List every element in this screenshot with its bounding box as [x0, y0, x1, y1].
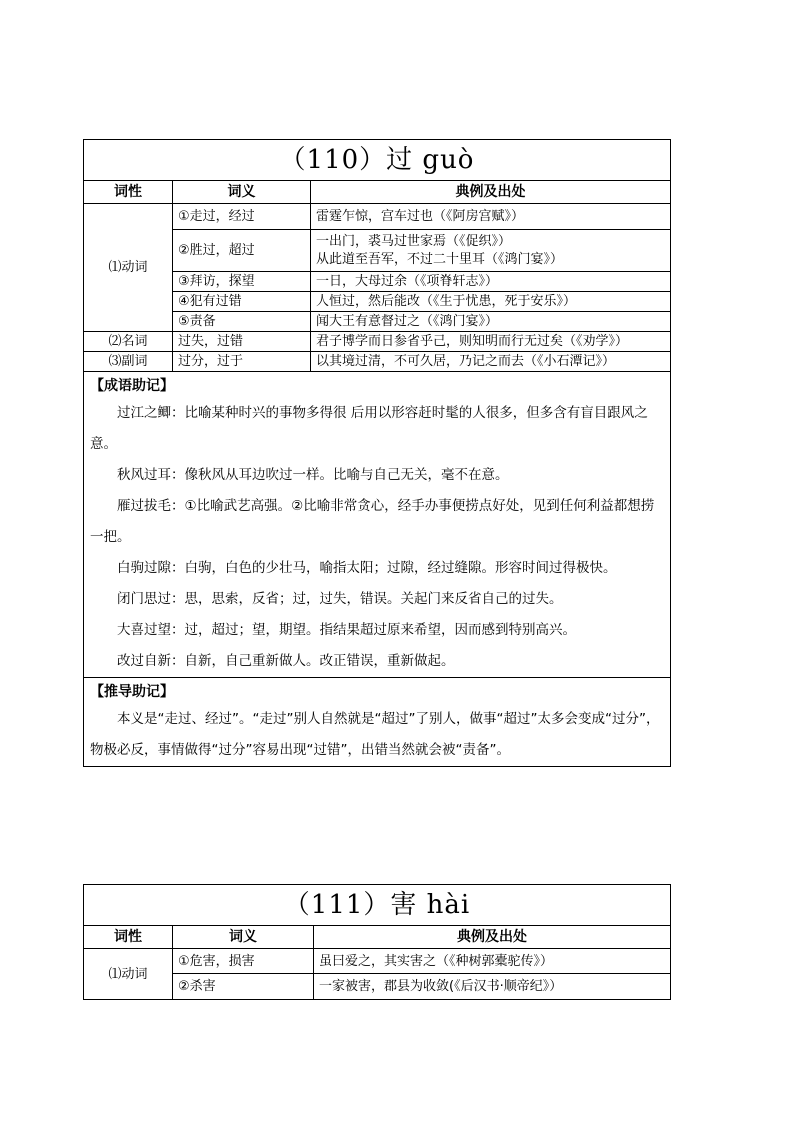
- pos-cell: ⑵名词: [84, 332, 173, 352]
- meaning-cell: ③拜访，探望: [173, 272, 311, 292]
- table-row: [84, 949, 671, 974]
- example-cell: 一日，大母过余（《项脊轩志》）: [311, 272, 671, 292]
- example-cell: 一家被害，郡县为收敛(《后汉书·顺帝纪》）: [314, 974, 671, 1000]
- table-row: [84, 352, 671, 372]
- entry-111-table: [83, 884, 671, 1000]
- meaning-cell: ⑤责备: [173, 312, 311, 332]
- idiom-item: 雁过拔毛：①比喻武艺高强。②比喻非常贪心，经手办事便捞点好处，见到任何利益都想捞一把。: [90, 498, 655, 545]
- table-row: [84, 292, 671, 312]
- table-row: [84, 974, 671, 1000]
- header-pos: 词性: [84, 181, 173, 204]
- meaning-cell: 过分，过于: [173, 352, 311, 372]
- entry-110: [83, 139, 670, 767]
- idiom-item: 改过自新：自新，自己重新做人。改正错误，重新做起。: [117, 653, 455, 669]
- header-meaning: 词义: [173, 926, 314, 949]
- meaning-cell: ④犯有过错: [173, 292, 311, 312]
- meaning-cell: ①走过，经过: [173, 204, 311, 230]
- idiom-item: 白驹过隙：白驹，白色的少壮马，喻指太阳；过隙，经过缝隙。形容时间过得极快。: [117, 560, 617, 576]
- example-line: 一出门，裘马过世家焉（《促织》）: [316, 233, 512, 249]
- idiom-item: 闭门思过：思，思索，反省；过，过失，错误。关起门来反省自己的过失。: [117, 591, 563, 607]
- idiom-heading: 【成语助记】: [90, 378, 174, 394]
- table-row: [84, 230, 671, 272]
- idiom-notes: [84, 372, 671, 678]
- example-line: 从此道至吾军，不过二十里耳（《鸿门宴》）: [316, 251, 564, 267]
- header-example: 典例及出处: [311, 181, 671, 204]
- example-cell: 虽曰爱之，其实害之（《种树郭橐驼传》）: [314, 949, 671, 974]
- table-row: [84, 332, 671, 352]
- example-cell: 人恒过，然后能改（《生于忧患，死于安乐》）: [311, 292, 671, 312]
- meaning-cell: 过失，过错: [173, 332, 311, 352]
- entry-111: [83, 884, 670, 1000]
- meaning-cell: ②胜过，超过: [173, 230, 311, 272]
- entry-110-table: [83, 139, 671, 767]
- example-cell: 以其境过清，不可久居，乃记之而去（《小石潭记》）: [311, 352, 671, 372]
- idiom-item: 大喜过望：过，超过；望，期望。指结果超过原来希望，因而感到特别高兴。: [117, 622, 576, 638]
- table-row: [84, 272, 671, 292]
- meaning-cell: ②杀害: [173, 974, 314, 1000]
- header-pos: 词性: [84, 926, 173, 949]
- header-meaning: 词义: [173, 181, 311, 204]
- example-cell: 君子博学而日参省乎己，则知明而行无过矣（《劝学》）: [311, 332, 671, 352]
- entry-title: （110）过 guò: [84, 140, 671, 181]
- example-cell: [311, 230, 671, 272]
- derivation-text: 本义是“走过、经过”。“走过”别人自然就是“超过”了别人，做事“超过”太多会变成“过分”，物极必反，事情做得“过分”容易出现“过错”，出错当然就会被“责备”。: [90, 711, 660, 758]
- derivation-notes: [84, 678, 671, 767]
- pos-cell: ⑶副词: [84, 352, 173, 372]
- pos-cell: ⑴动词: [84, 204, 173, 332]
- table-row: [84, 312, 671, 332]
- entry-title: （111）害 hài: [84, 885, 671, 926]
- idiom-item: 过江之鲫：比喻某种时兴的事物多得很 后用以形容赶时髦的人很多，但多含有盲目跟风之意。: [90, 405, 648, 452]
- example-cell: 雷霆乍惊，宫车过也（《阿房宫赋》）: [311, 204, 671, 230]
- meaning-cell: ①危害，损害: [173, 949, 314, 974]
- header-example: 典例及出处: [314, 926, 671, 949]
- example-cell: 闻大王有意督过之（《鸿门宴》）: [311, 312, 671, 332]
- derivation-heading: 【推导助记】: [90, 684, 174, 700]
- pos-cell: ⑴动词: [84, 949, 173, 1000]
- idiom-item: 秋风过耳：像秋风从耳边吹过一样。比喻与自己无关，毫不在意。: [117, 467, 509, 483]
- table-row: [84, 204, 671, 230]
